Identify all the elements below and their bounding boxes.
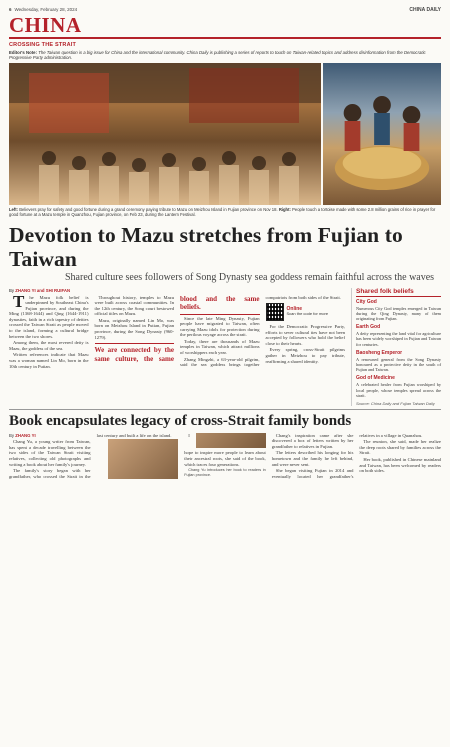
story-paragraph: Every spring, cross-Strait pilgrims gather in Meizhou to pay tribute, reaffirming a shared identity. (265, 347, 345, 364)
sidebar-item-title: Earth God (356, 324, 381, 331)
editor-note-text: The Taiwan question is a big issue for China and the international community. China Daily is publishing a series of reports to touch on Taiwan-related topics and address disinformation from the Democratic Progressive Party administration. (9, 49, 426, 60)
story2-paragraph: I hope to inspire more people to learn about their ancestral roots, she said of the book, which traces four generations. (184, 432, 266, 467)
page-date: Wednesday, February 28, 2024 (14, 7, 78, 12)
photo-row (9, 63, 441, 205)
story-paragraph: Written references indicate that Mazu was a woman named Lin Mo, born in the 10th century in Putian. (9, 352, 89, 369)
story-paragraph: Mazu, originally named Lin Mo, was born on Meizhou Island in Putian, Fujian province, during the Song Dynasty (960-1279). (94, 317, 174, 340)
main-headline: Devotion to Mazu stretches from Fujian to Taiwan (9, 222, 403, 271)
story-paragraph: T he Mazu folk belief is underpinned by Southeast China's Fujian province, and during the Ming (1368-1644) and Qing (1644-1911) dynasties, faith in a rich tapestry of deities crossed the Taiwan Strait as people moved to the island, forming a cultural bridge between the two shores. (9, 291, 89, 339)
second-byline-prefix: By (9, 432, 15, 438)
story-paragraph: Since the late Ming Dynasty, Fujian people have migrated to Taiwan, often carrying Mazu idols for protection during the perilous voyage across the strait. (180, 315, 260, 338)
caption-left-text: Believers pray for safety and good fortune during a grand ceremony paying tribute to Mazu on Meizhou Island in Fujian province on Nov 18. (19, 207, 278, 213)
sidebar-item-title: Baosheng Emperor (356, 349, 403, 356)
main-story (9, 288, 345, 406)
byline-prefix: By (9, 287, 15, 293)
story-byline (9, 288, 345, 293)
sidebar-item-text: Numerous City God temples emerged in Taiwan during the Qing Dynasty, many of them originating from Fujian. (356, 305, 441, 321)
series-strap: CROSSING THE STRAIT (9, 41, 77, 48)
page-header (9, 6, 441, 13)
second-story (9, 433, 441, 480)
paper-name: CHINA DAILY (409, 6, 441, 13)
story2-paragraph: The letters described his longing for his hometown and the family he left behind, and were never sent. (271, 450, 354, 467)
story2-paragraph: Her book, published in Chinese mainland and Taiwan, has been welcomed by readers on both sides. (359, 457, 441, 474)
story2-paragraph: Chang's inspiration came after she discovered a box of letters written by her grandfather to relatives in Fujian. (271, 432, 354, 449)
story-columns (9, 291, 345, 370)
sidebar-item (356, 324, 441, 347)
story-paragraph: Among them, the most revered deity is Mazu, the goddess of the sea. (9, 340, 89, 351)
main-story-area (9, 288, 441, 406)
page-header-left (9, 7, 77, 12)
sidebar-title: Shared folk beliefs (356, 288, 441, 297)
story-paragraph: For the Democratic Progressive Party, efforts to sever cultural ties have not been accepted by followers who hold the belief close to their hearts. (265, 324, 345, 346)
page-number: 6 (9, 7, 12, 12)
story2-paragraph: Chang Yu, a young writer from Taiwan, has spent a decade travelling between the two sides of the Taiwan Strait visiting relatives, collecting old photographs and writing a book about her family's journey. (9, 439, 91, 467)
sidebar-item-title: God of Medicine (356, 375, 395, 382)
caption-left-label: Left: (9, 207, 19, 213)
sidebar-source: Source: China Daily and Fujian Taiwan Daily (356, 400, 435, 406)
qr-title: Online (286, 306, 303, 313)
second-byline (9, 433, 91, 439)
story-paragraph: Throughout history, temples to Mazu were built across coastal communities. In the 12th century, the Song court bestowed official titles on Mazu. (94, 294, 174, 317)
caption-right-label: Right: (278, 207, 291, 213)
byline-names: ZHANG YI and SHI RUIFAN (15, 287, 71, 293)
sidebar-item-text: A deity representing the land vital for agriculture has been widely worshiped in Fujian and Taiwan for centuries. (356, 331, 441, 347)
section-title: CHINA (9, 13, 82, 37)
editor-note-label: Editor's Note: (9, 49, 37, 55)
story2-paragraph: She began visiting Fujian in 2014 and eventually located her grandfather's relatives in a village in Quanzhou. (271, 432, 423, 479)
second-story-columns (9, 433, 441, 480)
main-subhead: Shared culture sees followers of Song Dynasty sea goddess remain faithful across the waves (65, 271, 435, 283)
story-paragraph: Today, there are thousands of Mazu temples in Taiwan, which attract millions of worshippers each year. (180, 338, 260, 356)
editor-note (9, 50, 441, 61)
photo-rice-tortoise (323, 63, 441, 205)
tortoise-image (323, 63, 441, 205)
second-byline-names: ZHANG YI (15, 432, 36, 438)
author-photo-caption: Chang Yu introduces her book to readers in Fujian province. (184, 468, 266, 477)
sidebar-shared-beliefs (351, 288, 441, 406)
story2-paragraph: The reunion, she said, made her realize the deep roots shared by families across the Strait. (359, 439, 441, 456)
sidebar-item-title: City God (356, 298, 377, 305)
online-qr-block[interactable] (266, 303, 346, 321)
qr-code-icon[interactable] (266, 303, 284, 321)
story-paragraph: Zhang Mingzhi, a 63-year-old pilgrim, said the sea goddess brings together compatriots from both sides of the Strait. (180, 294, 341, 368)
sidebar-item (356, 375, 441, 398)
photo-caption (9, 207, 441, 217)
sidebar-item-text: A celebrated healer from Fujian worshiped by local people, whose temples spread across the strait. (356, 382, 441, 398)
story-divider (9, 409, 441, 410)
ceremony-image (9, 63, 321, 205)
section-rule (9, 37, 441, 39)
pull-quote: We are connected by the same culture, the same blood and the same beliefs. (95, 295, 260, 370)
photo-mazu-ceremony (9, 63, 321, 205)
story2-paragraph: The family's story began with her grandfather, who crossed the Strait in the last century and built a life on the island. (9, 432, 172, 479)
drop-cap: T (13, 291, 25, 311)
sidebar-item-text: A renowned general from the Song Dynasty honoured as a protective deity in the south of Fujian and Taiwan. (356, 356, 441, 373)
sidebar-item (356, 299, 441, 322)
sidebar-item (356, 350, 441, 373)
qr-text (287, 307, 329, 317)
caption-right-text: People touch a tortoise made with some 2.8 million grains of rice in prayer for good fortune at a Mazu temple in Quanzhou, Fujian province, on Feb 23, during the Lantern Festival. (9, 207, 436, 218)
second-headline: Book encapsulates legacy of cross-Strait family bonds (9, 412, 352, 429)
qr-desc: Scan the code for more (286, 311, 329, 317)
